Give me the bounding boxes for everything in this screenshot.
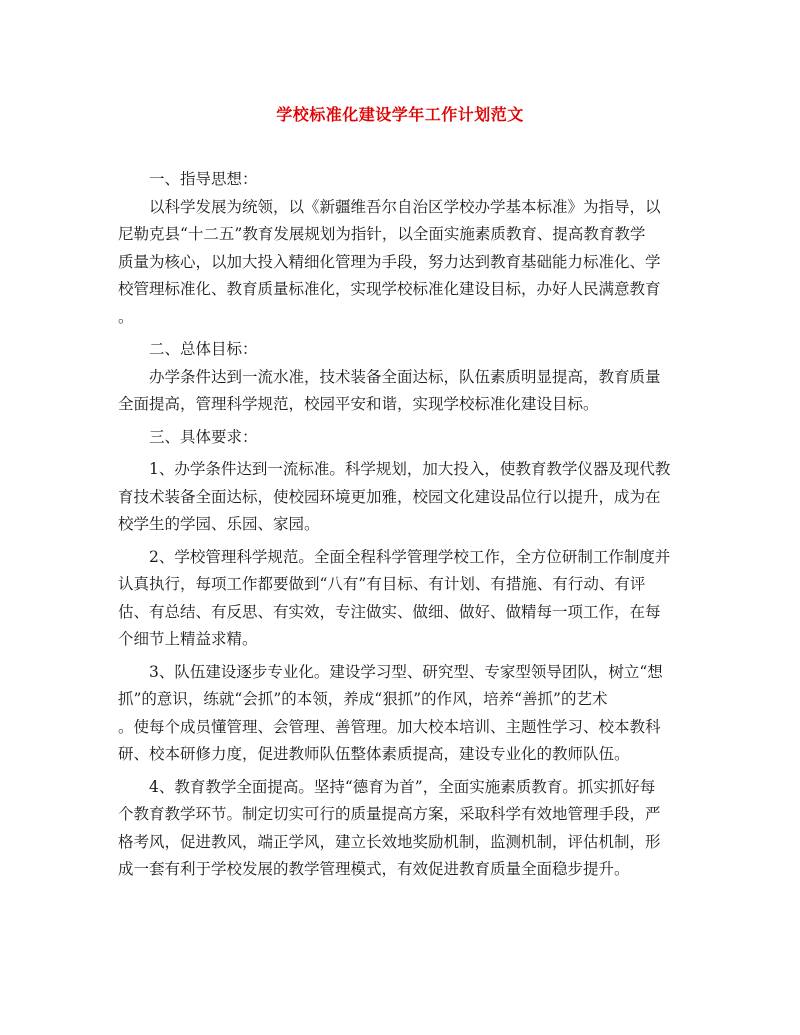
text-line: 抓”的意识，练就“会抓”的本领，养成“狠抓”的作风，培养“善抓”的艺术 xyxy=(118,690,608,708)
text-line: 尼勒克县“十二五”教育发展规划为指针，以全面实施素质教育、提高教育教学 xyxy=(118,225,646,243)
text-line: 。 xyxy=(118,307,134,326)
text-line: 以科学发展为统领，以《新疆维吾尔自治区学校办学基本标准》为指导，以 xyxy=(149,197,661,216)
text-line: 。使每个成员懂管理、会管理、善管理。加大校本培训、主题性学习、校本教科 xyxy=(118,717,661,736)
document-body xyxy=(118,166,678,884)
text-line: 一、指导思想： xyxy=(149,170,258,188)
text-line: 全面提高，管理科学规范，校园平安和谐，实现学校标准化建设目标。 xyxy=(118,395,599,413)
text-line: 1、办学条件达到一流标准。科学规划，加大投入，使教育教学仪器及现代教 xyxy=(149,460,671,478)
text-line: 办学条件达到一流水准，技术装备全面达标，队伍素质明显提高，教育质量 xyxy=(149,367,661,386)
text-line: 三、具体要求： xyxy=(149,427,258,446)
text-line: 校管理标准化、教育质量标准化，实现学校标准化建设目标，办好人民满意教育 xyxy=(118,280,661,298)
text-line: 格考风，促进教风，端正学风，建立长效地奖励机制，监测机制，评估机制，形 xyxy=(118,832,661,851)
text-line: 质量为核心，以加大投入精细化管理为手段，努力达到教育基础能力标准化、学 xyxy=(118,252,661,271)
text-line: 3、队伍建设逐步专业化。建设学习型、研究型、专家型领导团队，树立“想 xyxy=(149,662,663,681)
text-line: 育技术装备全面达标，使校园环境更加雅，校园文化建设品位行以提升，成为在 xyxy=(118,487,661,506)
text-line: 校学生的学园、乐园、家园。 xyxy=(118,515,320,533)
text-line: 个教育教学环节。制定切实可行的质量提高方案，采取科学有效地管理手段，严 xyxy=(118,805,661,823)
text-line: 个细节上精益求精。 xyxy=(118,630,258,648)
text-line: 认真执行，每项工作都要做到“八有”有目标、有计划、有措施、有行动、有评 xyxy=(118,575,646,593)
text-line: 成一套有利于学校发展的教学管理模式，有效促进教育质量全面稳步提升。 xyxy=(118,860,630,878)
text-line: 估、有总结、有反思、有实效，专注做实、做细、做好、做精每一项工作，在每 xyxy=(118,602,661,621)
text-line: 二、总体目标： xyxy=(149,340,258,358)
text-line: 4、教育教学全面提高。坚持“德育为首”，全面实施素质教育。抓实抓好每 xyxy=(149,777,656,796)
document-title: 学校标准化建设学年工作计划范文 xyxy=(276,105,524,124)
text-line: 2、学校管理科学规范。全面全程科学管理学校工作，全方位研制工作制度并 xyxy=(149,547,671,566)
text-line: 研、校本研修力度，促进教师队伍整体素质提高，建设专业化的教师队伍。 xyxy=(118,745,630,763)
